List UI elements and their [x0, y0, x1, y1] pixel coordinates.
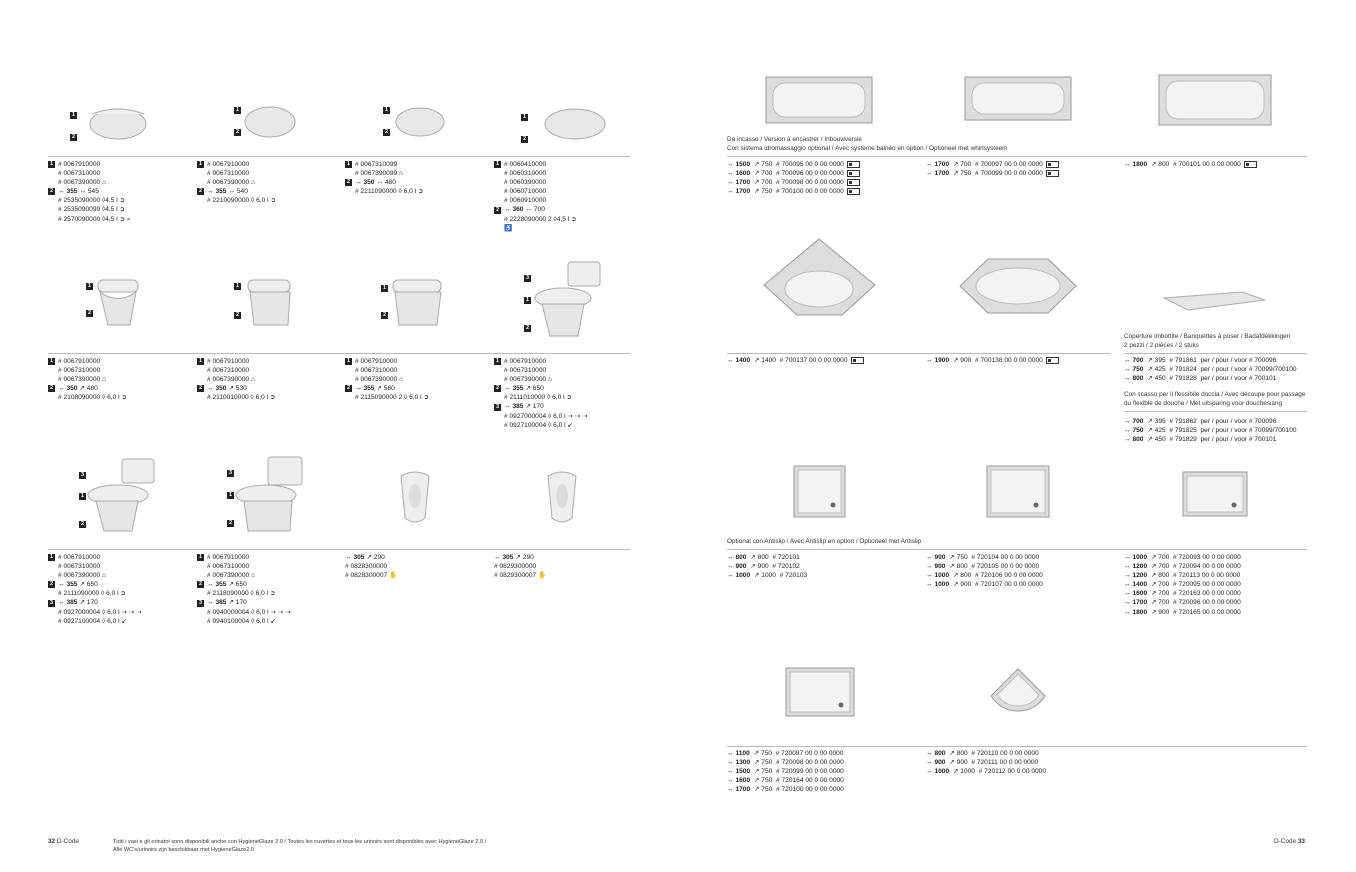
divider [48, 156, 630, 157]
divider [1124, 353, 1307, 354]
hex-bath-list: ↔ 1900 ↗ 900 # 700138 00 0 00 0000 [926, 356, 1059, 365]
urinal-image [395, 468, 435, 528]
urinal-image [542, 468, 582, 528]
wall-hung-toilet-image [520, 100, 610, 145]
hexagonal-bathtub-image [958, 257, 1078, 315]
marker-1: 1 [87, 283, 92, 289]
shower-tray-image [986, 465, 1050, 518]
bathtub-image [765, 76, 873, 124]
spec-block: 1 # 0067910000 # 0067310000 # 0067390000 ⌂ 2 ↔ 355 ↗ 560 # 2115090000 2 ◊ 6,0 l ➲ [346, 358, 429, 402]
divider [48, 353, 630, 354]
marker-1: 1 [71, 112, 76, 118]
page-number-left: 32 D-Code [48, 838, 79, 845]
marker-3: 3 [228, 470, 233, 476]
close-coupled-toilet-image [228, 455, 308, 535]
spec-block: 1 # 0067910000 # 0067310000 # 0067390000 ⌂ 2 ↔ 355 ↗ 650 # 2111010000 ◊ 6,0 l ➲ 3 ↔ 385 ↗ 170 # 0927000004 ◊ 6,0 l ⇢ ⇢ ⇢ # 0927100004 ◊ 6,0 l ↙ [495, 358, 588, 429]
floor-toilet-image [385, 275, 450, 330]
marker-2: 2 [80, 521, 85, 527]
divider [727, 156, 1307, 157]
tray-caption: Optional con Antislip / Avec Antislip en option / Optioneel met Antislip [727, 538, 922, 545]
tray-list: ↔ 800 ↗ 800 # 720110 00 0 00 0000 ↔ 900 ↗ 900 # 720111 00 0 00 0000 ↔ 1000 ↗ 1000 # 720112 00 0 00 0000 [926, 750, 1047, 776]
panel-list: ↔ 700 ↗ 395 # 791861 per / pour / voor # 700096 ↔ 750 ↗ 425 # 791824 per / pour / voor # 70099/700100 ↔ 800 ↗ 450 # 791828 per / pour / voor # 700101 [1124, 357, 1297, 383]
tray-list: ↔ 1100 ↗ 750 # 720097 00 0 00 0000 ↔ 1300 ↗ 750 # 720098 00 0 00 0000 ↔ 1500 ↗ 750 # 720099 00 0 00 0000 ↔ 1600 ↗ 750 # 720164 00 0 00 0000 ↔ 1700 ↗ 750 # 720100 00 0 00 0000 [727, 750, 844, 794]
marker-2: 2 [235, 129, 240, 135]
marker-1: 1 [80, 493, 85, 499]
marker-1: 1 [522, 114, 527, 120]
marker-1: 1 [235, 107, 240, 113]
marker-1: 1 [382, 285, 387, 291]
quadrant-tray-image [989, 667, 1047, 713]
marker-2: 2 [235, 312, 240, 318]
panel-caption: Con scasso per il flessibile doccia / Avec découpe pour passage du flexible de douche / Met uitsparing voor douchesiang [1124, 391, 1306, 407]
bath-list: ↔ 1500 ↗ 750 # 700095 00 0 00 0000 ↔ 1600 ↗ 700 # 700096 00 0 00 0000 ↔ 1700 ↗ 700 # 700098 00 0 00 0000 ↔ 1700 ↗ 750 # 700100 00 0 00 0000 [727, 160, 860, 196]
divider [48, 549, 630, 550]
marker-2: 2 [71, 134, 76, 140]
shower-tray-image [785, 667, 855, 717]
accessible-icon: ♿ [504, 224, 513, 232]
bathtub-image [964, 76, 1072, 121]
spec-block: 1 # 0067910000 # 0067310000 # 0067390000 ⌂ 2 ↔ 355 ↔ 545 # 2535090000 ◊4,5 l ➲ # 2535090099 ◊4,5 l ➲ # 2570090000 ◊4,5 l ➲ ⌕ [49, 161, 131, 223]
close-coupled-toilet-image [528, 260, 603, 340]
spec-block: 1 # 0067910000 # 0067310000 # 0067390000 ⌂ 2 ↔ 355 ↗ 650 # 2118090000 ◊ 6,0 l ➲ 3 ↔ 385 ↗ 170 # 0940000004 ◊ 6,0 l ⇢ ⇢ ⇢ # 0940100004 ◊ 6,0 l ↙ [198, 554, 291, 625]
marker-3: 3 [80, 472, 85, 478]
marker-2: 2 [522, 136, 527, 142]
divider [727, 549, 1307, 550]
marker-1: 1 [235, 283, 240, 289]
spec-block: 1 # 0060410000 # 0060310000 # 0060390000 # 0060710000 # 0060910000 2 ↔ 360 ↔ 700 # 2228090000 2 ◊4,5 l ➲ ♿ [495, 161, 577, 232]
bath-panel-image [1162, 290, 1267, 312]
divider [727, 353, 1111, 354]
marker-1: 1 [525, 297, 530, 303]
marker-2: 2 [525, 325, 530, 331]
floor-toilet-image [240, 275, 300, 330]
spec-block: 1 # 0067910000 # 0067310000 # 0067390000 ⌂ 2 ↔ 355 ↔ 540 # 2210090000 ◊ 6,0 l ➲ [198, 161, 276, 205]
wall-hung-toilet-image [68, 100, 148, 145]
spec-block: ↔ 305 ↗ 290 # 0828300000 # 0828300007 ✋ [345, 554, 398, 580]
marker-2: 2 [382, 312, 387, 318]
marker-1: 1 [384, 107, 389, 113]
wall-hung-toilet-image [380, 100, 450, 145]
marker-1: 1 [228, 492, 233, 498]
marker-2: 2 [228, 520, 233, 526]
footer-note: Tutti i vasi e gli orinatoi sono disponibili anche con HygieneGlaze 2.0 / Toutes les cuvettes et tous les urinoirs sont disponibles avec HygieneGlaze 2.0 / Alle WC's/urinoirs zijn beschikbaar met HygieneGlaze2.0 [113, 839, 487, 853]
spec-block: 1 # 0067310099 # 0067390099 ⌂ 2 ↔ 350 ↔ 480 # 2211090000 ◊ 6,0 l ➲ [346, 161, 424, 196]
spec-block: 1 # 0067910000 # 0067310000 # 0067390000 ⌂ 2 ↔ 350 ↗ 480 # 2108090000 ◊ 6,0 l ➲ [49, 358, 127, 402]
divider [727, 746, 1307, 747]
bath-caption: Da incasso / Version à encastrer / Inbouwversie Con sistema idromassaggio optional / Avec système balnéo en option / Optioneel met whirlsysteem [727, 136, 1008, 152]
corner-bathtub-image [762, 237, 877, 317]
bath-list: ↔ 1800 ↗ 800 # 700101 00 0 00 0000 [1124, 160, 1257, 169]
corner-bath-list: ↔ 1400 ↗ 1400 # 700137 00 0 00 0000 [727, 356, 864, 365]
tray-list: ↔ 800 ↗ 800 # 720101 ↔ 900 ↗ 900 # 720102 ↔ 1000 ↗ 1000 # 720103 [727, 554, 808, 580]
shower-tray-image [1182, 471, 1248, 517]
shower-tray-image [793, 465, 846, 518]
panel-list: ↔ 700 ↗ 395 # 791862 per / pour / voor # 700096 ↔ 750 ↗ 425 # 791825 per / pour / voor # 70099/700100 ↔ 800 ↗ 450 # 791829 per / pour / voor # 700101 [1124, 418, 1297, 444]
page-number-right: D-Code 33 [1274, 838, 1305, 845]
divider [1124, 411, 1307, 412]
floor-toilet-image [90, 275, 150, 330]
bathtub-image [1158, 74, 1272, 126]
tray-list: ↔ 1000 ↗ 700 # 720093 00 0 00 0000 ↔ 1200 ↗ 700 # 720094 00 0 00 0000 ↔ 1200 ↗ 800 # 720113 00 0 00 0000 ↔ 1400 ↗ 700 # 720095 00 0 00 0000 ↔ 1600 ↗ 700 # 720163 00 0 00 0000 ↔ 1700 ↗ 700 # 720096 00 0 00 0000 ↔ 1800 ↗ 900 # 720165 00 0 00 0000 [1124, 554, 1241, 616]
close-coupled-toilet-image [80, 455, 160, 535]
marker-2: 2 [87, 310, 92, 316]
tray-list: ↔ 900 ↗ 750 # 720104 00 0 00 0000 ↔ 900 ↗ 800 # 720105 00 0 00 0000 ↔ 1000 ↗ 800 # 720106 00 0 00 0000 ↔ 1000 ↗ 900 # 720107 00 0 00 0000 [926, 554, 1043, 589]
spec-block: ↔ 305 ↗ 290 # 0829300000 # 0829300007 ✋ [494, 554, 547, 580]
bath-list: ↔ 1700 ↗ 700 # 700097 00 0 00 0000 ↔ 1700 ↗ 750 # 700099 00 0 00 0000 [926, 160, 1059, 178]
marker-3: 3 [525, 275, 530, 281]
panel-caption: Coperture imbottite / Banquettes à poser / Badafdekkingen 2 pezzi / 2 pièces / 2 stuks [1124, 333, 1291, 349]
spec-block: 1 # 0067910000 # 0067310000 # 0067390000 ⌂ 2 ↔ 350 ↗ 530 # 2110010000 ◊ 6,0 l ➲ [198, 358, 276, 402]
spec-block: 1 # 0067910000 # 0067310000 # 0067390000 ⌂ 2 ↔ 355 ↗ 650 # 2111090000 ◊ 6,0 l ➲ 3 ↔ 385 ↗ 170 # 0927000004 ◊ 6,0 l ⇢ ⇢ ⇢ # 0927100004 ◊ 6,0 l ↙ [49, 554, 142, 625]
marker-2: 2 [384, 129, 389, 135]
